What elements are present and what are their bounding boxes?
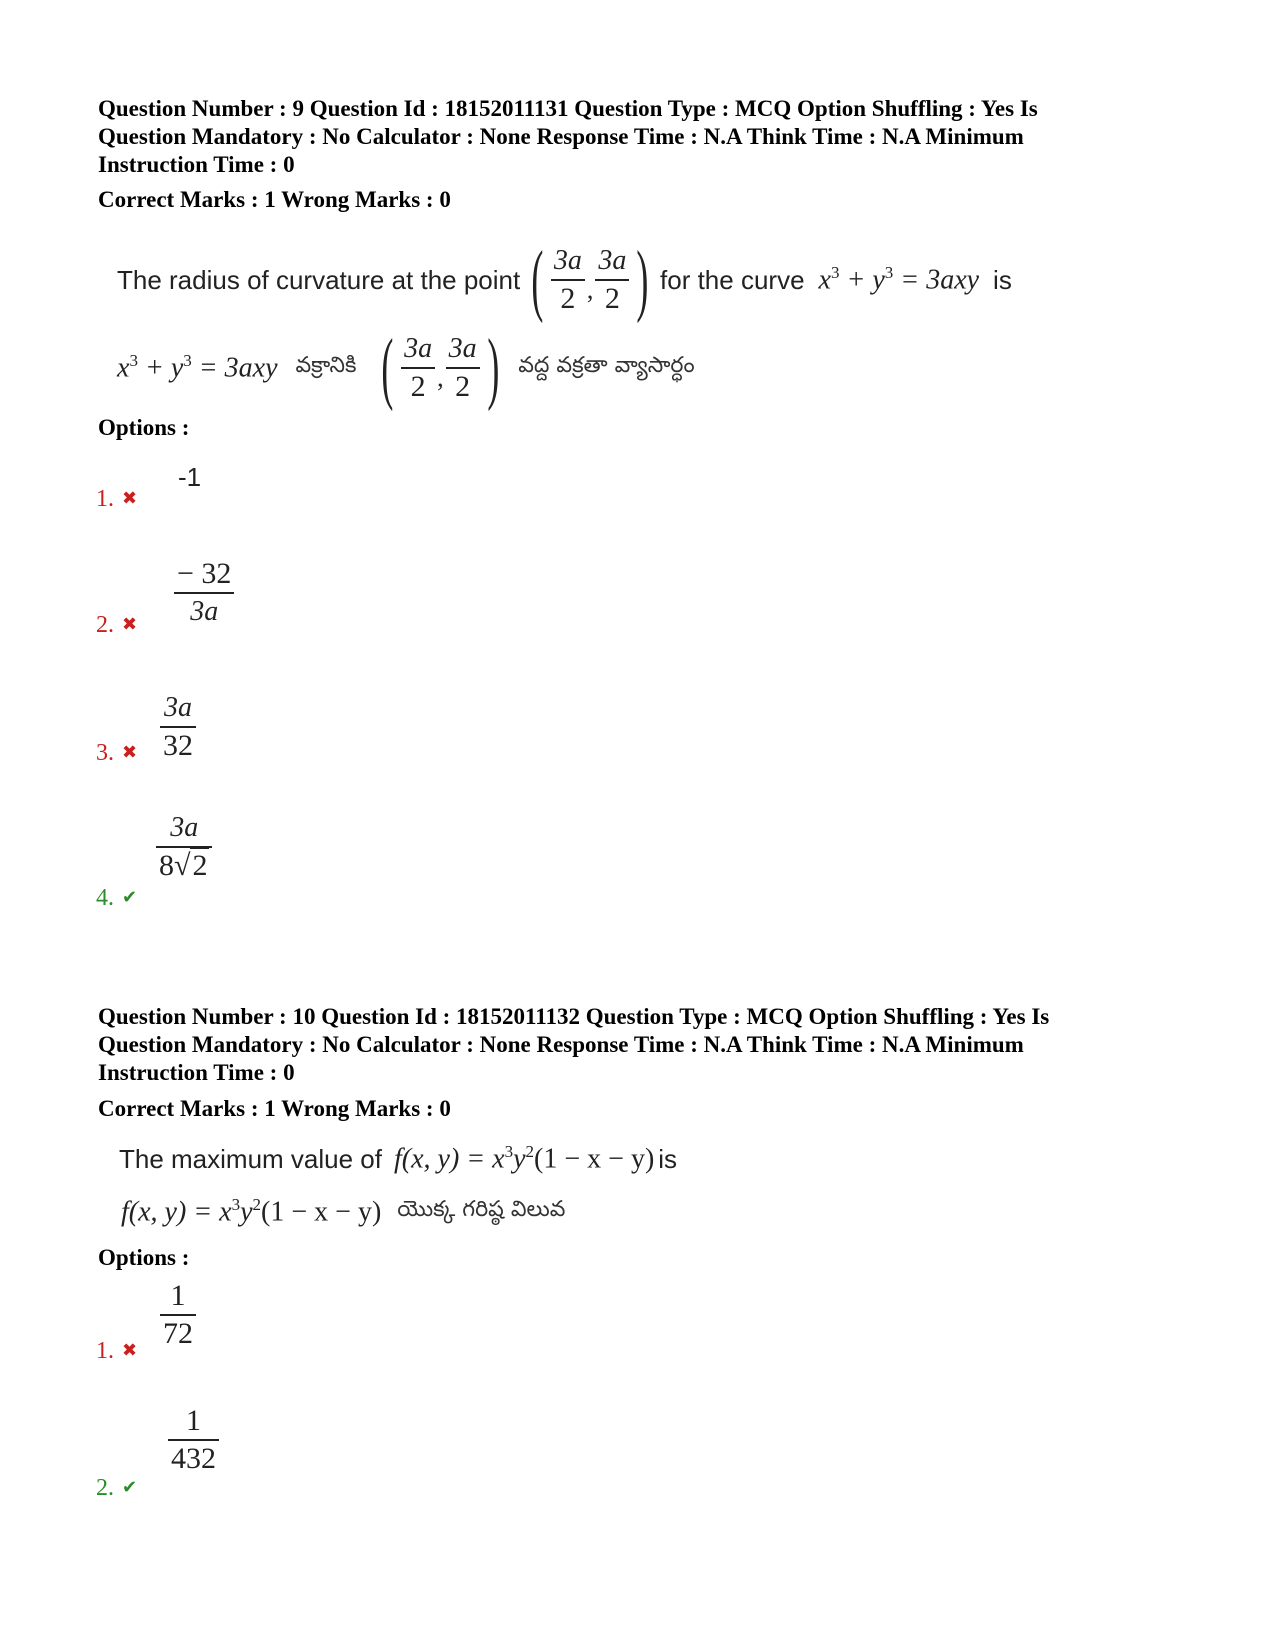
q9-option1[interactable]: 1. ✖ bbox=[96, 486, 138, 512]
q9-point-y: $\frac{3a}{2}$ bbox=[595, 243, 629, 317]
q9-options-label: Options : bbox=[98, 415, 190, 440]
q9-curve-eq: $x^3 + y^3 = 3axy$ bbox=[818, 263, 980, 296]
q10-text-prefix: The maximum value of bbox=[119, 1143, 382, 1174]
q9-te-word2: వద్ద వక్రతా వ్యాసార్ధం bbox=[518, 353, 695, 378]
q10-option2-value: $\frac{1}{432}$ bbox=[168, 1403, 219, 1477]
check-icon: ✔ bbox=[122, 887, 138, 907]
q10-func-te: f(x, $y) = x^3y^2(1 - x - y)$ bbox=[121, 1195, 382, 1228]
cross-icon: ✖ bbox=[122, 1340, 138, 1360]
q9-marks: Correct Marks : 1 Wrong Marks : 0 bbox=[98, 187, 451, 212]
q9-option4[interactable]: 4. ✔ bbox=[96, 885, 138, 911]
q9-te-word1: వక్రానికి bbox=[295, 353, 357, 378]
check-icon: ✔ bbox=[122, 1477, 138, 1497]
q10-te-words: యొక్క గరిష్ఠ విలువ bbox=[397, 1197, 566, 1222]
q10-marks: Correct Marks : 1 Wrong Marks : 0 bbox=[98, 1096, 451, 1121]
q10-option1-value: $\frac{1}{72}$ bbox=[160, 1278, 196, 1352]
cross-icon: ✖ bbox=[122, 742, 138, 762]
cross-icon: ✖ bbox=[122, 488, 138, 508]
q9-option2[interactable]: 2. ✖ bbox=[96, 612, 138, 638]
q9-option1-value: -1 bbox=[178, 462, 202, 492]
q9-curve-eq-te: $x^3 + y^3 = 3axy$ bbox=[117, 351, 278, 384]
q10-meta bbox=[98, 1003, 1049, 1087]
q10-meta-line1: Question Number : 10 Question Id : 18152011132 Question Type : MCQ Option Shuffling : Yes Is bbox=[98, 1004, 1050, 1029]
q9-text-mid: for the curve bbox=[660, 264, 805, 295]
q10-func: f(x, $y) = x^3y^2(1 - x - y)$ bbox=[393, 1142, 655, 1175]
q10-text-en bbox=[119, 1134, 677, 1184]
q9-option3-value: $\frac{3a}{32}$ bbox=[160, 690, 196, 764]
q10-text-suffix: is bbox=[658, 1143, 678, 1174]
q10-option2[interactable]: 2. ✔ bbox=[96, 1475, 138, 1501]
q9-point-x: $\frac{3a}{2}$ bbox=[551, 243, 585, 317]
q10-text-te bbox=[121, 1187, 565, 1237]
cross-icon: ✖ bbox=[122, 614, 138, 634]
q9-option2-value: $\frac{- 32}{3a}$ bbox=[174, 556, 234, 630]
q9-text-prefix: The radius of curvature at the point bbox=[117, 264, 521, 295]
q9-meta bbox=[98, 95, 1038, 179]
q9-text-suffix: is bbox=[993, 264, 1012, 295]
q9-point-te: ( $\frac{3a}{2}$ , $\frac{3a}{2}$ ) bbox=[381, 324, 499, 412]
q9-option3[interactable]: 3. ✖ bbox=[96, 740, 138, 766]
sqrt-symbol: √2 bbox=[174, 849, 208, 882]
q9-text-te bbox=[117, 324, 695, 412]
q9-meta-line3: Instruction Time : 0 bbox=[98, 152, 295, 177]
q10-meta-line2: Question Mandatory : No Calculator : None Response Time : N.A Think Time : N.A Minimum bbox=[98, 1032, 1024, 1057]
q9-option4-value: $\frac{3a}{8√2}$ bbox=[156, 810, 212, 884]
q10-options-label: Options : bbox=[98, 1245, 190, 1270]
q9-meta-line2: Question Mandatory : No Calculator : None Response Time : N.A Think Time : N.A Minimum bbox=[98, 124, 1024, 149]
q10-meta-line3: Instruction Time : 0 bbox=[98, 1060, 295, 1085]
q9-text-en bbox=[117, 236, 1012, 324]
q9-point: ( $\frac{3a}{2}$ , $\frac{3a}{2}$ ) bbox=[531, 236, 649, 324]
q9-meta-line1: Question Number : 9 Question Id : 18152011131 Question Type : MCQ Option Shuffling : Yes Is bbox=[98, 96, 1038, 121]
q10-option1[interactable]: 1. ✖ bbox=[96, 1338, 138, 1364]
